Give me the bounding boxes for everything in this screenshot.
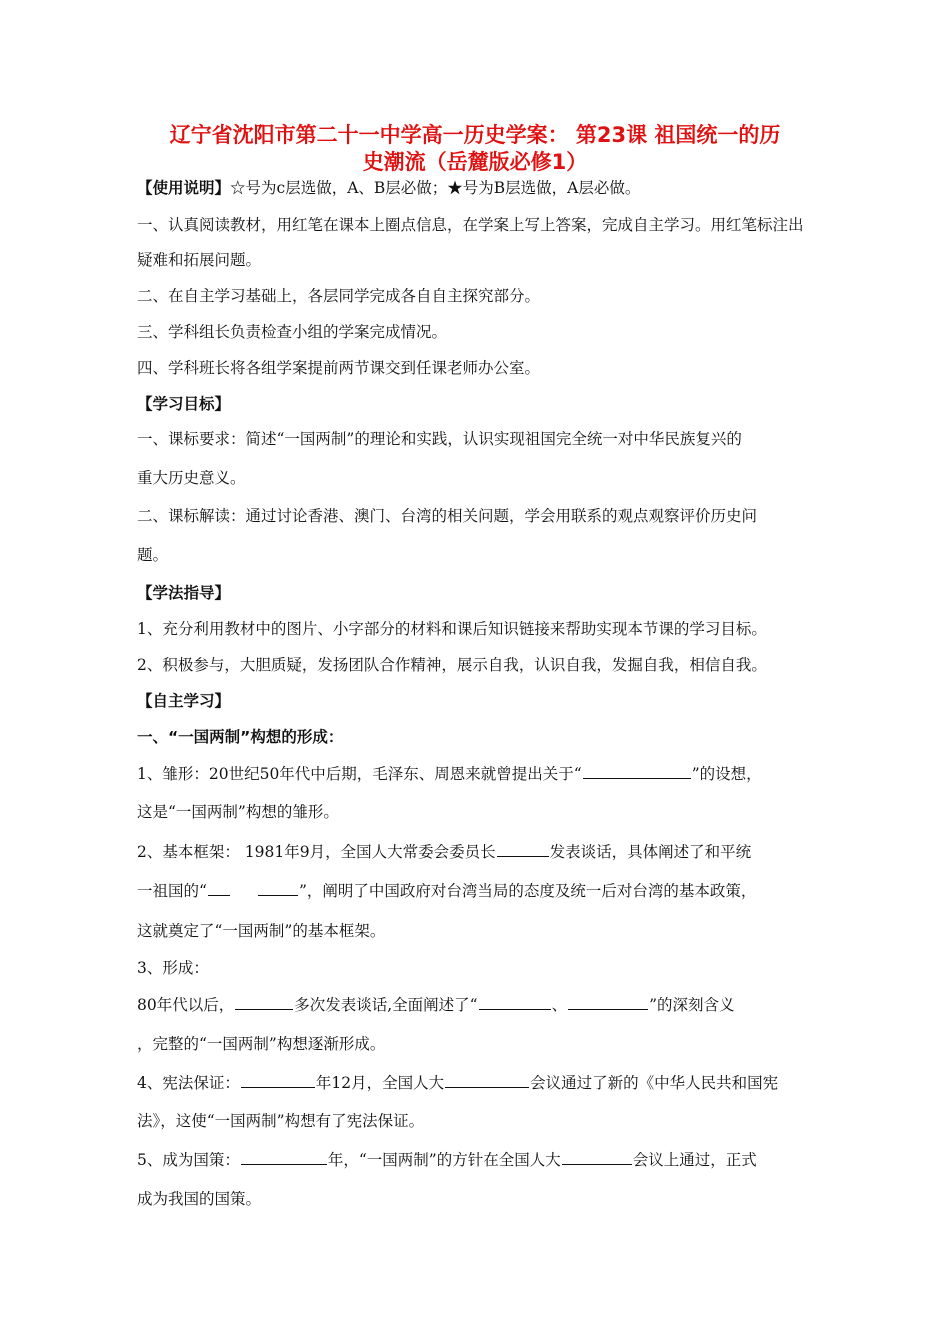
method-item2: 2、积极参与，大胆质疑，发扬团队合作精神，展示自我，认识自我，发掘自我，相信自我。 <box>137 656 767 674</box>
q5-line2: 成为我国的国策。 <box>137 1190 262 1208</box>
q1-text-a: 1、雏形：20世纪50年代中后期，毛泽东、周恩来就曾提出关于“ <box>137 765 582 783</box>
q2-text-b: 发表谈话，具体阐述了和平统 <box>549 843 752 861</box>
q3-blank-2[interactable] <box>568 994 648 1010</box>
q2-blank-name[interactable] <box>497 841 549 857</box>
q4-blank-session[interactable] <box>445 1072 529 1088</box>
q5-line1 <box>137 1149 757 1170</box>
q2-text-a: 2、基本框架： 1981年9月，全国人大常委会委员长 <box>137 843 496 861</box>
usage-item1-b: 疑难和拓展问题。 <box>137 251 262 269</box>
usage-line <box>137 178 640 198</box>
self-study-heading: 【自主学习】 <box>137 692 231 710</box>
goals-item2-b: 题。 <box>137 546 169 564</box>
usage-item3: 三、学科组长负责检查小组的学案完成情况。 <box>137 323 448 341</box>
q4-text-c: 会议通过了新的《中华人民共和国宪 <box>530 1074 779 1092</box>
document-title-line2: 史潮流（岳麓版必修1） <box>362 150 588 174</box>
q2-blank-1[interactable] <box>208 880 230 896</box>
q5-blank-session[interactable] <box>562 1149 632 1165</box>
q1-blank[interactable] <box>583 763 691 779</box>
section1-heading: 一、“一国两制”构想的形成： <box>137 728 344 746</box>
document-title-line1: 辽宁省沈阳市第二十一中学高一历史学案： 第23课 祖国统一的历 <box>169 123 781 147</box>
q4-line1 <box>137 1072 778 1093</box>
goals-heading: 【学习目标】 <box>137 395 231 413</box>
q2-line3: 这就奠定了“一国两制”的基本框架。 <box>137 922 386 940</box>
usage-item1-a: 一、认真阅读教材，用红笔在课本上圈点信息，在学案上写上答案，完成自主学习。用红笔标注出 <box>137 216 804 234</box>
usage-item4: 四、学科班长将各组学案提前两节课交到任课老师办公室。 <box>137 359 541 377</box>
q5-text-a: 5、成为国策： <box>137 1151 240 1169</box>
q4-text-b: 年12月，全国人大 <box>315 1074 445 1092</box>
q2-line2 <box>137 880 756 901</box>
q5-text-b: 年，“一国两制”的方针在全国人大 <box>327 1151 561 1169</box>
q4-blank-year[interactable] <box>241 1072 315 1088</box>
q3-blank-1[interactable] <box>479 994 551 1010</box>
q5-blank-year[interactable] <box>241 1149 327 1165</box>
q3-line2: ，完整的“一国两制”构想逐渐形成。 <box>137 1035 386 1053</box>
q4-text-a: 4、宪法保证： <box>137 1074 240 1092</box>
q2-blank-2[interactable] <box>258 880 298 896</box>
q1-text-b: ”的设想， <box>691 765 762 783</box>
q1-line2: 这是“一国两制”构想的雏形。 <box>137 803 339 821</box>
usage-heading: 【使用说明】 <box>137 179 231 197</box>
q2-text-c: 一祖国的“ <box>137 882 207 900</box>
q3-blank-name[interactable] <box>235 994 293 1010</box>
goals-item1-b: 重大历史意义。 <box>137 469 246 487</box>
q3-text-a: 80年代以后， <box>137 996 235 1014</box>
q3-title: 3、形成： <box>137 959 209 977</box>
q3-line1 <box>137 994 735 1015</box>
q4-line2: 法》，这使“一国两制”构想有了宪法保证。 <box>137 1112 425 1130</box>
q3-text-b: 多次发表谈话,全面阐述了“ <box>294 996 478 1014</box>
q1-line1 <box>137 763 762 784</box>
method-item1: 1、充分利用教材中的图片、小字部分的材料和课后知识链接来帮助实现本节课的学习目标。 <box>137 620 767 638</box>
q2-line1 <box>137 841 751 862</box>
usage-note: ☆号为c层选做，A、B层必做；★号为B层选做，A层必做。 <box>230 179 641 197</box>
method-heading: 【学法指导】 <box>137 584 231 602</box>
q5-text-c: 会议上通过，正式 <box>632 1151 757 1169</box>
goals-item2-a: 二、课标解读：通过讨论香港、澳门、台湾的相关问题，学会用联系的观点观察评价历史问 <box>137 507 758 525</box>
usage-item2: 二、在自主学习基础上，各层同学完成各自自主探究部分。 <box>137 287 541 305</box>
q2-text-d: ”，阐明了中国政府对台湾当局的态度及统一后对台湾的基本政策， <box>298 882 757 900</box>
q3-text-d: ”的深刻含义 <box>649 996 735 1014</box>
goals-item1-a: 一、课标要求：简述“一国两制”的理论和实践，认识实现祖国完全统一对中华民族复兴的 <box>137 430 742 448</box>
q3-text-c: 、 <box>551 996 568 1014</box>
